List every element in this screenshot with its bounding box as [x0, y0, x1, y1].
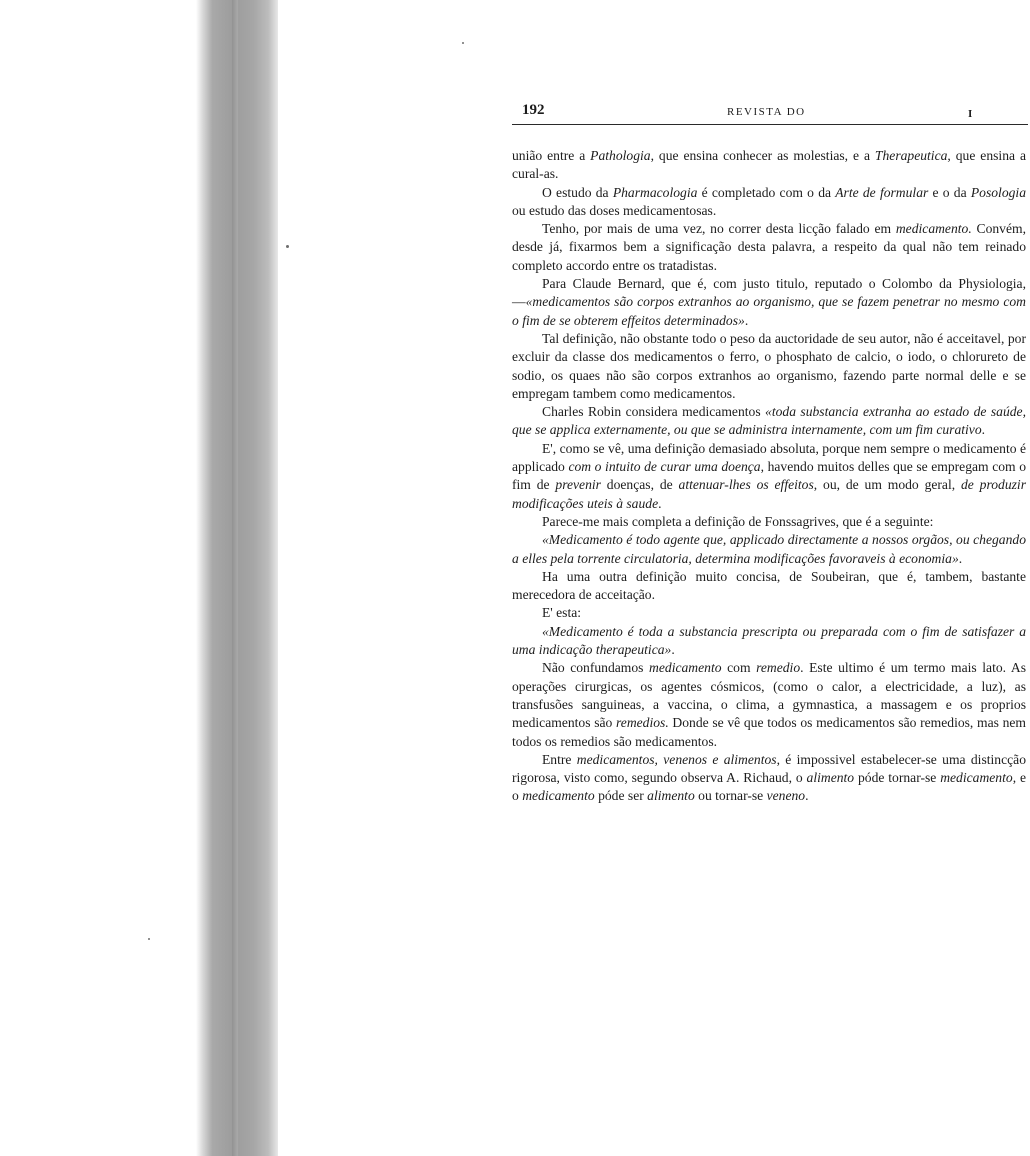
text-run: Ha uma outra definição muito concisa, de Soubeiran, que é, tambem, bastante merecedora de acceitação. [512, 568, 1026, 603]
text-run: união entre a [512, 148, 591, 163]
text-run: E' esta: [542, 605, 582, 621]
text-run: . Este ultimo é um termo mais lato. As operações cirurgicas, os agentes cósmicos, (como o calor, a electricidade, a luz), as transfusões sanguineas, a vaccina, o clima, a gymnastica, a massagem e os proprios medicamentos são [512, 660, 1026, 731]
text-run: . [981, 422, 986, 438]
italic-text: remedio [756, 660, 801, 676]
paragraph [512, 403, 1026, 440]
italic-text: Therapeutica [874, 148, 948, 163]
italic-text: Pharmacologia [612, 184, 698, 200]
paragraph [512, 751, 1026, 806]
text-run: e o da [928, 184, 971, 200]
text-run: Para Claude Bernard, que é, com justo titulo, reputado o Colombo da Physiologia,— [512, 276, 1026, 310]
text-run: . [658, 495, 662, 511]
text-run: E', como se vê, uma definição demasiado absoluta, porque nem sempre o medicamento é applicado [512, 440, 1026, 475]
italic-text: medicamento [649, 660, 722, 676]
scan-speck [462, 42, 464, 44]
paragraph [512, 531, 1026, 568]
italic-text: remedios. [616, 715, 669, 731]
text-run: Tal definição, não obstante todo o peso da auctoridade de seu autor, não é acceitavel, por excluir da classe dos medicamentos o ferro, o phosphato de calcio, o iodo, o chlorureto de sodio, os quaes não são corpos extranhos ao organismo, fazendo parte normal delle e se empregam tambem como medicamentos. [512, 330, 1026, 401]
paragraph [512, 659, 1026, 750]
text-run: . [671, 642, 675, 658]
text-run: Não confundamos [542, 660, 650, 676]
italic-text: com o intuito de curar uma doença [568, 459, 761, 475]
italic-text: prevenir [555, 477, 601, 493]
paragraph [512, 147, 1026, 184]
text-run: O estudo da [542, 184, 613, 200]
text-run: com [721, 660, 757, 676]
italic-text: medicamentos, venenos e alimentos [576, 751, 777, 767]
binding-edge [232, 0, 238, 1156]
running-head-mark: I [968, 108, 973, 120]
running-head [512, 100, 1028, 125]
text-run: ou estudo das doses medicamentosas. [512, 202, 717, 218]
text-run: , que ensina a cural-as. [512, 148, 1026, 182]
paragraph [512, 623, 1026, 660]
text-run: , é impossivel estabelecer-se uma distincção rigorosa, visto como, segundo observa A. Richaud, o [512, 751, 1026, 786]
italic-text: veneno [766, 788, 806, 804]
text-run: ou tornar-se [694, 788, 767, 804]
italic-text: Posologia [970, 184, 1026, 200]
italic-text: de produzir modificações uteis à saude [512, 477, 1026, 511]
text-run: , havendo muitos delles que se empregam com o fim de [512, 459, 1026, 493]
italic-text: «medicamentos são corpos extranhos ao organismo, que se fazem penetrar no mesmo com o fim de se obterem effeitos determinados» [512, 294, 1026, 328]
scan-speck [148, 938, 150, 940]
italic-text: medicamento. [895, 221, 972, 237]
paragraph [512, 184, 1026, 221]
text-run: póde tornar-se [854, 770, 941, 786]
italic-text: «Medicamento é toda a substancia prescripta ou preparada com o fim de satisfazer a uma indicação therapeutica» [512, 623, 1026, 658]
body-text [512, 147, 1028, 806]
book-page [512, 100, 1028, 806]
paragraph [512, 604, 1026, 622]
page-number: 192 [522, 102, 545, 118]
italic-text: alimento [806, 770, 855, 786]
text-run: póde ser [594, 788, 648, 804]
text-run: é completado com o da [697, 184, 836, 200]
text-run: . [744, 312, 749, 328]
italic-text: alimento [647, 788, 695, 804]
text-run: . [805, 788, 809, 804]
journal-title: REVISTA DO [727, 106, 806, 118]
text-run: , ou, de um modo geral, [813, 477, 961, 493]
text-run: Convém, desde já, fixarmos bem a significação desta palavra, a respeito da qual não tem reinado completo accordo entre os tratadistas. [512, 221, 1026, 273]
text-run: Tenho, por mais de uma vez, no correr desta licção falado em [542, 221, 896, 237]
italic-text: medicamento [522, 788, 595, 804]
paragraph [512, 440, 1026, 513]
italic-text: medicamento [940, 770, 1013, 786]
text-run: Donde se vê que todos os medicamentos são remedios, mas nem todos os remedios são medicamentos. [512, 715, 1026, 749]
text-run: Entre [542, 751, 577, 767]
paragraph [512, 220, 1026, 275]
paragraph [512, 330, 1026, 403]
text-run: , e o [512, 770, 1026, 804]
paragraph [512, 513, 1026, 531]
italic-text: attenuar-lhes os effeitos [678, 477, 814, 493]
italic-text: Arte de formular [835, 184, 929, 200]
paragraph [512, 275, 1026, 330]
text-run: doenças, de [600, 477, 679, 493]
italic-text: Pathologia [590, 148, 651, 163]
scan-speck [286, 245, 289, 248]
italic-text: «toda substancia extranha ao estado de saúde, que se applica externamente, ou que se administra internamente, com um fim curativo [512, 404, 1026, 438]
text-run: Charles Robin considera medicamentos [542, 404, 766, 420]
paragraph [512, 568, 1026, 605]
text-run: . [958, 550, 963, 566]
text-run: , que ensina conhecer as molestias, e a [650, 148, 875, 163]
italic-text: «Medicamento é todo agente que, applicado directamente a nossos orgãos, ou chegando a elles pela torrente circulatoria, determina modificações favoraveis à economia» [512, 532, 1026, 566]
text-run: Parece-me mais completa a definição de Fonssagrives, que é a seguinte: [542, 513, 934, 529]
